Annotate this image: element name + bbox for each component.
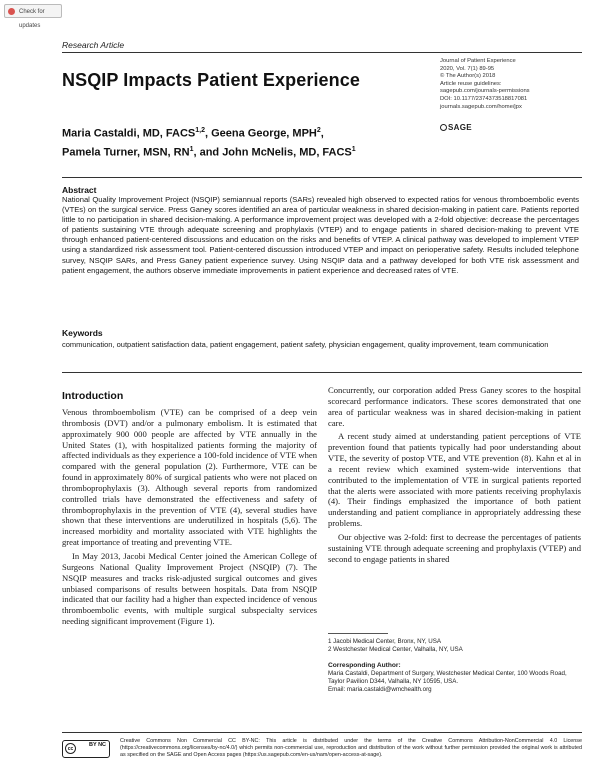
keywords-bottom-rule <box>62 372 582 373</box>
journal-copyright: © The Author(s) 2018 <box>440 73 496 80</box>
corresponding-author-address: Maria Castaldi, Department of Surgery, Westchester Medical Center, 100 Woods Road, Taylor Pavilion D344, Valhalla, NY 10595, USA. <box>328 670 567 685</box>
corresponding-author-heading: Corresponding Author: <box>328 662 401 669</box>
cc-icon-group <box>65 743 76 754</box>
intro-paragraph-3: Concurrently, our corporation added Press Ganey scores to the hospital scorecard performance indicators. These scores demonstrated that one area of particular weakness was in shared decision-making in patient care. <box>328 385 581 428</box>
footnotes <box>328 638 581 694</box>
authors-line-2: Pamela Turner, MSN, $RN^1$, and John McNelis, MD, FACS$^1$ <box>62 145 356 159</box>
article-type: Research Article <box>62 40 125 50</box>
footnote-rule <box>328 633 388 634</box>
intro-paragraph-2: In May 2013, Jacobi Medical Center joined the American College of Surgeons National Quality Improvement Project (NSQIP) (7). The NSQIP measures and tracks risk-adjusted surgical outcomes and gives unbiased comparisons of results between hospitals. Data from NSQIP indicated that our facility had a higher than expected incidence of venous thromboembolic events, with multiple surgical subspecialty services needing significant improvement (Figure 1). <box>62 550 317 627</box>
intro-paragraph-4: A recent study aimed at understanding patient perceptions of VTE prevention found that patients typically had poor understanding about VTE, the severity of postop VTE, and VTE prevention (8). Kahn et al in a recent review which examined system-wide interventions that contributed to the implementation of VTE in surgical patients reported that the alerts were associated with more patients receiving prophylaxis (4). Their findings emphasized the importance of both patient understanding and patient compliance in appropriately addressing these problems. <box>328 431 581 529</box>
authors-line-1: Maria Castaldi, MD, FACS$^{1,2}$, Geena George, MPH$^2$, <box>62 127 324 140</box>
journal-home-link[interactable]: journals.sagepub.com/home/jpx <box>440 103 522 110</box>
corresponding-author-email[interactable]: Email: maria.castaldi@wmchealth.org <box>328 686 432 693</box>
affiliation-1: 1 Jacobi Medical Center, Bronx, NY, USA <box>328 638 442 645</box>
cc-by-nc-logo[interactable] <box>62 740 110 758</box>
journal-volume: 2020, Vol. 7(1) 89-95 <box>440 65 495 72</box>
affiliation-2: 2 Westchester Medical Center, Valhalla, NY, USA <box>328 646 463 653</box>
introduction-heading: Introduction <box>62 390 124 402</box>
journal-reuse: Article reuse guidelines: <box>440 80 502 87</box>
intro-paragraph-1: Venous thromboembolism (VTE) can be comprised of a deep vein thrombosis (DVT) and/or a pulmonary embolism. It is estimated that approximately 900 000 people are affected by VTE annually in the United States (1), with hospitalized patients forming the majority of affected individuals as they experience a 100-fold incidence of VTE when compared with the general population (2). Furthermore, VTE can be found in approximately 80% of surgical patients who were not placed on thromboprophylaxis (3). Although several reports from randomized controlled trials have demonstrated the effectiveness and safety of thromboprophylaxis in the prevention of VTE (4), several studies have shown that these interventions are underutilized in hospitals (5,6). The increased morbidity and mortality associated with VTE highlights the great importance of treating and preventing VTE. <box>62 407 318 548</box>
abstract-top-rule <box>62 177 582 178</box>
cc-icon: cc <box>65 743 76 754</box>
header-rule <box>62 52 582 53</box>
keywords-text: communication, outpatient satisfaction data, patient engagement, patient safety, physician engagement, quality improvement, team communication <box>62 340 549 349</box>
article-title: NSQIP Impacts Patient Experience <box>62 70 360 90</box>
journal-name: Journal of Patient Experience <box>440 58 516 64</box>
left-column <box>62 407 317 627</box>
abstract-text: National Quality Improvement Project (NSQIP) semiannual reports (SARs) revealed high observed to expected ratios for venous thromboembolic events (VTEs) on the surgical service. Press Ganey scores identified an area of particular weakness in shared decision-making in patient care. Patients reported little to no participation in shared decision-making. A performance improvement project was developed with a 2-fold objective: decrease the percentages of patients sustaining VTE through adequate screening and prophylaxis (VTEP) and to engage patients in shared decision-making to prevent VTE through enhanced patient-centered discussions and education on the risks and benefits of VTEP. A clinical pathway was developed to implement VTEP using a standardized risk assessment tool. Patient-centered discussion introduced VTEP and impact on perioperative safety. Results included telephone survey, NSQIP SARs, and Press Ganey patient experience survey. Using NSQIP data and a pathway developed for both VTE risk assessment and patient engagement, the authors observe immediate improvements in patient experience and decreased rates of VTE. <box>62 195 579 275</box>
abstract-heading: Abstract <box>62 185 97 195</box>
journal-info <box>440 58 590 111</box>
publisher-name: SAGE <box>448 123 472 132</box>
check-for-updates-badge[interactable] <box>4 4 62 29</box>
journal-permissions-link[interactable]: sagepub.com/journals-permissions <box>440 88 530 95</box>
cc-license-label: BY NC <box>89 742 107 748</box>
sage-logo <box>440 123 472 132</box>
right-column <box>328 385 581 565</box>
author-list <box>62 123 402 160</box>
keywords-heading: Keywords <box>62 328 103 338</box>
badge-label: Check for updates <box>19 9 45 29</box>
license-text: Creative Commons Non Commercial CC BY-NC: This article is distributed under the terms of the Creative Commons Attribution-NonCommercial 4.0 License (https://creativecommons.org/licenses/by-nc/4.0/) which permits non-commercial use, reproduction and distribution of the work without further permission provided the original work is attributed as specified on the SAGE and Open Access pages (https://us.sagepub.com/en-us/nam/open-access-at-sage). <box>120 738 582 759</box>
update-dot-icon <box>8 8 15 15</box>
license-rule <box>62 732 582 733</box>
journal-doi[interactable]: DOI: 10.1177/2374373518817081 <box>440 95 528 102</box>
intro-paragraph-5: Our objective was 2-fold: first to decrease the percentages of patients sustaining VTE through adequate screening and prophylaxis (VTEP) and second to engage patients in shared <box>328 531 581 564</box>
sage-circle-icon <box>440 124 447 131</box>
